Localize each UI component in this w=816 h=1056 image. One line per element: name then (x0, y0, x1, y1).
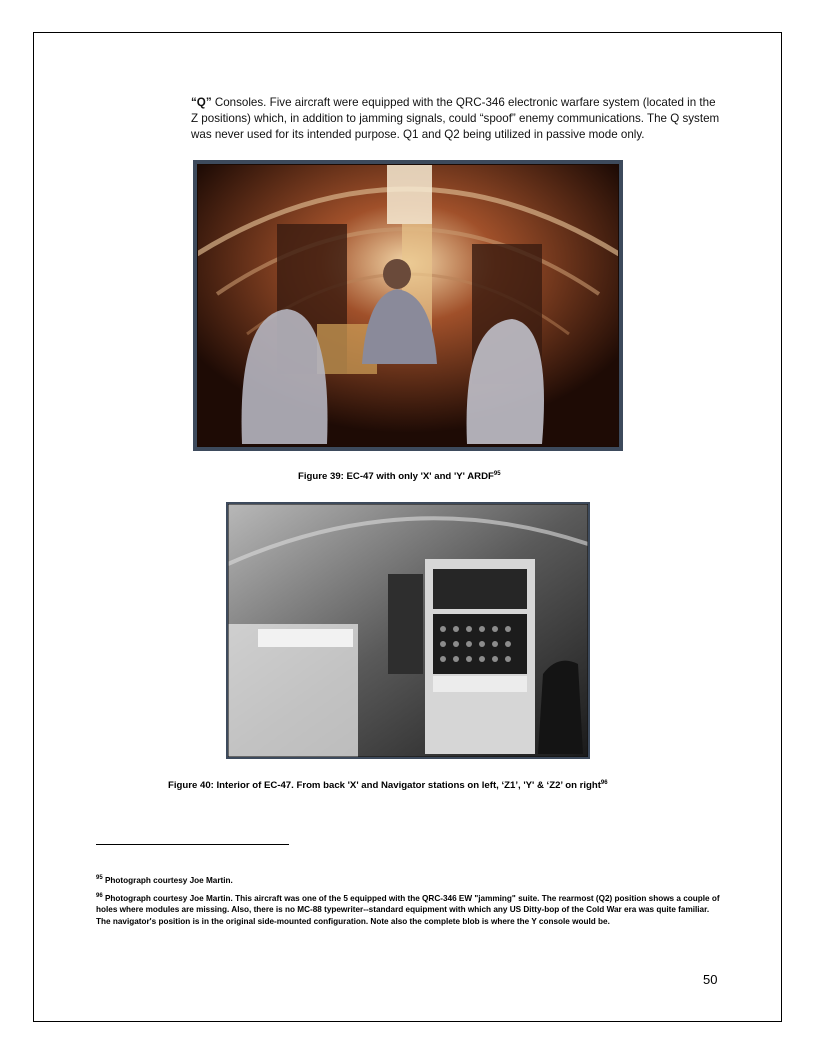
footnote-96: $^{96}$ Photograph courtesy Joe Martin. This aircraft was one of the 5 equipped with the QRC-346 EW "jamming" suite. The rearmost (Q2) position shows a couple of holes where modules are missing. Also, there is no MC-88 typewriter--standard equipment with which any US Ditty-bop of the Cold War era was quite familiar. The navigator's position is in the original side-mounted configuration. Note also the complete blob is where the Y console would be. (96, 892, 720, 926)
aircraft-interior-bw-image (228, 504, 588, 757)
intro-paragraph (191, 95, 721, 143)
figure-39-caption: Figure 39: EC-47 with only 'X' and 'Y' ARDF$^{95}$ (298, 471, 501, 482)
intro-lead: “Q” (191, 96, 212, 109)
footnotes (96, 873, 721, 931)
footnote-ref-95: 95 (493, 471, 501, 477)
footnote-separator (96, 844, 289, 845)
figure-40-caption: Figure 40: Interior of EC-47. From back 'X' and Navigator stations on left, ‘Z1’, 'Y' & ‘Z2’ on right$^{96}$ (168, 780, 608, 791)
figure-39-photo (193, 160, 623, 451)
intro-text: Consoles. Five aircraft were equipped with the QRC-346 electronic warfare system (located in the Z positions) which, in addition to jamming signals, could “spoof” enemy communications. The Q system was never used for its intended purpose. Q1 and Q2 being utilized in passive mode only. (191, 96, 720, 141)
page-number: 50 (703, 972, 718, 987)
aircraft-interior-color-image (197, 164, 619, 447)
footnote-95: $^{95}$ Photograph courtesy Joe Martin. (96, 875, 233, 885)
footnote-ref-96: 96 (600, 780, 608, 786)
figure-40-photo (226, 502, 590, 759)
